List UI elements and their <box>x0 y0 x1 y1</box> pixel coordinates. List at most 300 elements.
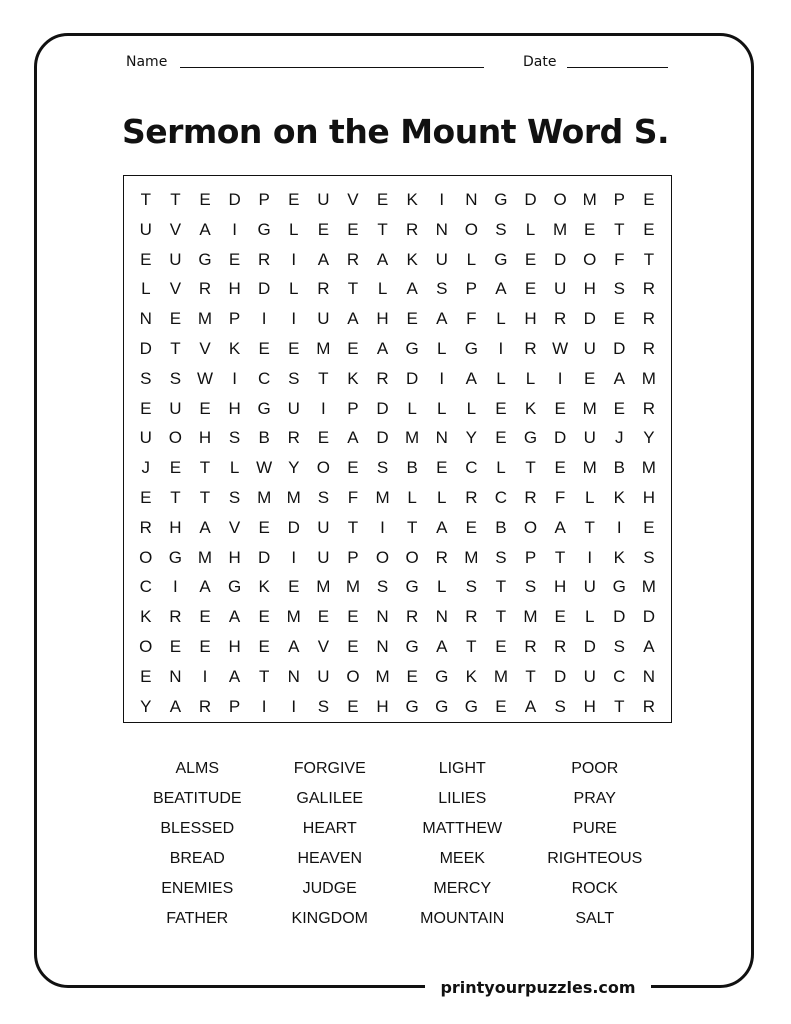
grid-cell: E <box>584 219 596 239</box>
grid-cell: E <box>347 696 359 716</box>
grid-cell: E <box>199 607 211 627</box>
grid-cell: A <box>613 368 625 388</box>
grid-cell: H <box>228 279 241 299</box>
grid-cell: L <box>289 219 299 239</box>
grid-cell: P <box>465 279 477 299</box>
grid-cell: U <box>583 338 596 358</box>
grid-cell: W <box>552 338 569 358</box>
grid-cell: S <box>228 428 241 448</box>
grid-cell: P <box>524 547 537 567</box>
grid-cell: E <box>258 607 270 627</box>
word-list-item: BEATITUDE <box>152 790 242 807</box>
grid-cell: D <box>258 547 271 567</box>
grid-cell: M <box>316 577 331 597</box>
grid-cell: G <box>198 249 212 269</box>
grid-cell: T <box>554 547 566 567</box>
grid-cell: D <box>553 249 567 269</box>
grid-cell: E <box>347 636 359 656</box>
grid-cell: J <box>141 458 151 478</box>
grid-cell: E <box>495 636 507 656</box>
grid-cell: A <box>376 338 389 358</box>
grid-cell: D <box>583 636 596 656</box>
grid-cell: E <box>347 607 359 627</box>
grid-cell: Y <box>288 458 300 478</box>
grid-cell: M <box>197 309 213 329</box>
grid-cell: A <box>199 517 211 537</box>
grid-cell: V <box>169 279 182 299</box>
word-list-item: MATTHEW <box>422 820 503 837</box>
grid-cell: F <box>466 309 477 329</box>
grid-cell: I <box>261 696 267 716</box>
grid-cell: A <box>199 577 211 597</box>
grid-cell: T <box>347 517 359 537</box>
grid-cell: N <box>376 636 389 656</box>
grid-cell: T <box>525 666 536 686</box>
grid-cell: L <box>437 577 447 597</box>
word-list-item: MOUNTAIN <box>420 910 505 927</box>
grid-cell: S <box>643 547 655 567</box>
grid-cell: S <box>495 219 507 239</box>
grid-cell: M <box>641 458 656 478</box>
grid-cell: L <box>584 487 595 507</box>
grid-cell: D <box>613 338 626 358</box>
grid-cell: K <box>613 487 625 507</box>
grid-cell: E <box>288 338 300 358</box>
grid-cell: S <box>140 368 152 388</box>
grid-cell: T <box>170 487 181 507</box>
grid-cell: F <box>554 487 566 507</box>
grid-cell: E <box>199 398 211 418</box>
grid-cell: E <box>406 666 418 686</box>
grid-cell: I <box>439 368 445 388</box>
grid-cell: K <box>406 249 418 269</box>
grid-cell: H <box>169 517 182 537</box>
grid-cell: I <box>498 338 504 358</box>
grid-cell: D <box>376 428 389 448</box>
grid-cell: R <box>435 547 448 567</box>
grid-cell: A <box>554 517 566 537</box>
grid-cell: T <box>466 636 477 656</box>
grid-cell: U <box>583 666 596 686</box>
grid-cell: E <box>643 190 655 209</box>
grid-cell: T <box>199 487 211 507</box>
grid-cell: A <box>347 428 359 448</box>
grid-cell: I <box>557 368 563 388</box>
grid-cell: N <box>435 607 448 627</box>
grid-cell: E <box>347 338 359 358</box>
grid-cell: E <box>169 458 182 478</box>
grid-cell: U <box>583 428 596 448</box>
grid-cell: O <box>139 636 153 656</box>
grid-cell: S <box>169 368 182 388</box>
grid-cell: I <box>291 309 297 329</box>
grid-cell: T <box>614 696 625 716</box>
grid-cell: H <box>642 487 656 507</box>
grid-cell: L <box>377 279 388 299</box>
grid-cell: N <box>435 219 448 239</box>
grid-cell: E <box>643 517 655 537</box>
grid-cell: E <box>288 190 300 209</box>
grid-cell: L <box>289 279 299 299</box>
grid-cell: R <box>406 219 419 239</box>
grid-cell: T <box>614 219 625 239</box>
grid-cell: E <box>495 398 507 418</box>
grid-cell: R <box>376 368 389 388</box>
grid-cell: E <box>524 279 537 299</box>
grid-cell: E <box>554 398 566 418</box>
word-list-item: HEAVEN <box>297 850 363 867</box>
grid-cell: M <box>641 368 656 388</box>
grid-cell: E <box>643 219 655 239</box>
grid-cell: M <box>375 666 390 686</box>
grid-cell: T <box>584 517 595 537</box>
grid-cell: R <box>553 309 567 329</box>
grid-cell: V <box>228 517 241 537</box>
grid-cell: U <box>317 666 330 686</box>
grid-cell: U <box>139 219 152 239</box>
grid-cell: I <box>439 190 445 209</box>
grid-cell: M <box>493 666 508 686</box>
grid-cell: A <box>436 517 448 537</box>
grid-cell: S <box>436 279 448 299</box>
letter-grid <box>131 185 661 721</box>
grid-cell: P <box>228 696 241 716</box>
grid-cell: E <box>258 636 270 656</box>
grid-cell: D <box>553 666 567 686</box>
grid-cell: U <box>583 577 596 597</box>
grid-cell: D <box>228 190 241 209</box>
grid-cell: T <box>495 577 507 597</box>
grid-cell: G <box>405 636 419 656</box>
grid-cell: E <box>317 428 330 448</box>
grid-cell: U <box>317 547 330 567</box>
grid-cell: K <box>465 666 477 686</box>
grid-cell: N <box>376 607 389 627</box>
grid-cell: E <box>495 696 507 716</box>
grid-cell: R <box>346 249 360 269</box>
grid-cell: E <box>140 398 152 418</box>
word-list-item: JUDGE <box>302 880 357 897</box>
grid-cell: S <box>317 696 330 716</box>
word-list-item: PRAY <box>573 790 616 807</box>
grid-cell: T <box>347 279 359 299</box>
grid-cell: N <box>169 666 182 686</box>
grid-cell: N <box>435 428 448 448</box>
grid-cell: C <box>258 368 271 388</box>
grid-cell: E <box>258 338 270 358</box>
grid-cell: U <box>553 279 567 299</box>
grid-cell: V <box>317 636 330 656</box>
grid-cell: M <box>197 547 213 567</box>
grid-cell: L <box>584 607 595 627</box>
grid-cell: P <box>613 190 625 209</box>
grid-cell: G <box>464 696 478 716</box>
grid-cell: M <box>582 190 597 209</box>
grid-cell: U <box>169 249 182 269</box>
grid-cell: J <box>615 428 624 448</box>
grid-cell: K <box>140 607 152 627</box>
grid-cell: L <box>466 398 477 418</box>
name-label: Name <box>126 54 168 70</box>
word-list-item: LIGHT <box>438 760 486 777</box>
grid-cell: U <box>435 249 448 269</box>
grid-cell: I <box>173 577 178 597</box>
grid-cell: F <box>614 249 625 269</box>
grid-cell: E <box>406 309 418 329</box>
grid-cell: V <box>169 219 182 239</box>
grid-cell: G <box>405 577 419 597</box>
grid-cell: D <box>287 517 300 537</box>
grid-cell: B <box>495 517 507 537</box>
grid-cell: D <box>642 607 656 627</box>
grid-cell: I <box>291 249 297 269</box>
grid-cell: B <box>406 458 418 478</box>
grid-cell: D <box>139 338 152 358</box>
grid-cell: E <box>228 249 241 269</box>
grid-cell: M <box>405 428 420 448</box>
word-list-item: ALMS <box>175 760 220 777</box>
grid-cell: R <box>642 309 656 329</box>
grid-cell: D <box>376 398 389 418</box>
grid-cell: Y <box>140 696 152 716</box>
grid-cell: R <box>406 607 419 627</box>
grid-cell: H <box>524 309 537 329</box>
grid-cell: T <box>199 458 211 478</box>
grid-cell: R <box>642 696 656 716</box>
grid-cell: O <box>346 666 360 686</box>
grid-cell: T <box>318 368 329 388</box>
grid-cell: Y <box>643 428 655 448</box>
word-list-item: HEART <box>302 820 357 837</box>
grid-cell: O <box>523 517 538 537</box>
grid-cell: K <box>524 398 537 418</box>
grid-cell: G <box>227 577 242 597</box>
grid-cell: E <box>613 309 625 329</box>
grid-cell: L <box>141 279 151 299</box>
grid-cell: A <box>643 636 655 656</box>
grid-cell: A <box>288 636 300 656</box>
grid-cell: O <box>405 547 419 567</box>
grid-cell: E <box>317 607 330 627</box>
grid-cell: E <box>288 577 300 597</box>
grid-cell: I <box>261 309 267 329</box>
footer-website: printyourpuzzles.com <box>440 978 636 997</box>
grid-cell: L <box>525 368 536 388</box>
grid-cell: A <box>169 696 182 716</box>
grid-cell: H <box>228 636 241 656</box>
grid-cell: N <box>139 309 152 329</box>
grid-cell: H <box>583 696 596 716</box>
grid-cell: A <box>376 249 389 269</box>
grid-cell: I <box>320 398 326 418</box>
date-line <box>567 67 668 68</box>
grid-cell: M <box>464 547 479 567</box>
grid-cell: P <box>228 309 241 329</box>
grid-cell: S <box>376 577 389 597</box>
grid-cell: G <box>523 428 538 448</box>
grid-cell: A <box>495 279 507 299</box>
grid-cell: M <box>345 577 361 597</box>
grid-cell: A <box>199 219 211 239</box>
grid-cell: G <box>405 696 419 716</box>
grid-cell: M <box>582 458 597 478</box>
grid-cell: N <box>465 190 478 209</box>
grid-cell: M <box>257 487 272 507</box>
grid-cell: H <box>583 279 596 299</box>
grid-cell: E <box>317 219 330 239</box>
grid-cell: R <box>317 279 330 299</box>
grid-cell: I <box>232 368 237 388</box>
grid-cell: R <box>553 636 567 656</box>
word-list-item: FORGIVE <box>293 760 366 777</box>
grid-cell: U <box>287 398 300 418</box>
grid-cell: W <box>256 458 273 478</box>
grid-cell: S <box>317 487 330 507</box>
grid-cell: L <box>437 338 447 358</box>
grid-cell: R <box>524 636 537 656</box>
grid-cell: O <box>139 547 153 567</box>
grid-cell: V <box>199 338 211 358</box>
grid-cell: D <box>553 428 567 448</box>
grid-cell: M <box>641 577 656 597</box>
grid-cell: U <box>317 190 330 209</box>
puzzle-title: Sermon on the Mount Word S. <box>121 112 670 151</box>
grid-cell: G <box>435 666 449 686</box>
grid-cell: H <box>228 547 241 567</box>
grid-cell: I <box>616 517 622 537</box>
grid-cell: R <box>642 398 656 418</box>
grid-cell: T <box>406 517 418 537</box>
grid-cell: S <box>495 547 507 567</box>
word-list-item: ROCK <box>571 880 618 897</box>
grid-cell: H <box>376 309 389 329</box>
grid-cell: G <box>405 338 419 358</box>
grid-cell: A <box>228 607 241 627</box>
grid-cell: W <box>196 368 213 388</box>
word-list-item: GALILEE <box>296 790 364 807</box>
grid-cell: T <box>495 607 507 627</box>
word-list-item: FATHER <box>166 910 229 927</box>
grid-cell: D <box>583 309 596 329</box>
grid-cell: T <box>377 219 388 239</box>
grid-cell: E <box>347 219 359 239</box>
word-list-item: ENEMIES <box>161 880 234 897</box>
grid-cell: M <box>316 338 331 358</box>
grid-cell: N <box>287 666 300 686</box>
grid-cell: D <box>613 607 626 627</box>
grid-cell: M <box>523 607 538 627</box>
grid-cell: E <box>613 398 625 418</box>
grid-cell: U <box>317 309 330 329</box>
grid-cell: A <box>228 666 241 686</box>
grid-cell: I <box>291 547 297 567</box>
grid-cell: E <box>140 249 152 269</box>
grid-cell: V <box>347 190 359 209</box>
grid-cell: T <box>525 458 536 478</box>
grid-cell: R <box>642 338 656 358</box>
grid-cell: E <box>347 458 359 478</box>
grid-cell: R <box>287 428 300 448</box>
grid-cell: R <box>198 279 212 299</box>
grid-cell: R <box>139 517 152 537</box>
grid-cell: S <box>554 696 566 716</box>
grid-cell: C <box>465 458 478 478</box>
grid-cell: N <box>642 666 656 686</box>
grid-cell: A <box>347 309 359 329</box>
grid-cell: A <box>524 696 537 716</box>
word-list-item: BLESSED <box>160 820 235 837</box>
grid-cell: M <box>582 398 597 418</box>
word-list <box>131 757 661 937</box>
grid-cell: G <box>464 338 478 358</box>
grid-cell: C <box>613 666 626 686</box>
grid-cell: A <box>436 309 448 329</box>
grid-cell: P <box>347 547 359 567</box>
grid-cell: K <box>347 368 359 388</box>
grid-cell: S <box>465 577 477 597</box>
grid-cell: S <box>288 368 300 388</box>
grid-cell: R <box>169 607 182 627</box>
grid-cell: O <box>375 547 390 567</box>
grid-cell: H <box>553 577 567 597</box>
word-list-item: KINGDOM <box>291 910 368 927</box>
grid-cell: L <box>437 487 447 507</box>
grid-cell: S <box>376 458 389 478</box>
grid-cell: G <box>257 398 271 418</box>
grid-cell: R <box>465 487 478 507</box>
grid-cell: L <box>525 219 536 239</box>
grid-cell: S <box>524 577 537 597</box>
grid-cell: K <box>613 547 625 567</box>
grid-cell: O <box>464 219 478 239</box>
grid-cell: M <box>286 607 301 627</box>
word-list-item: PURE <box>572 820 617 837</box>
grid-cell: A <box>406 279 418 299</box>
grid-cell: O <box>316 458 330 478</box>
grid-cell: T <box>258 666 270 686</box>
word-list-item: RIGHTEOUS <box>547 850 643 867</box>
grid-cell: S <box>613 636 625 656</box>
grid-cell: A <box>436 636 448 656</box>
grid-cell: M <box>553 219 568 239</box>
word-list-item: POOR <box>571 760 619 777</box>
grid-cell: O <box>553 190 567 209</box>
grid-cell: Y <box>465 428 477 448</box>
grid-cell: G <box>168 547 182 567</box>
grid-cell: U <box>317 517 330 537</box>
grid-cell: E <box>169 309 182 329</box>
grid-cell: T <box>170 190 181 209</box>
grid-cell: R <box>258 249 271 269</box>
grid-cell: I <box>291 696 297 716</box>
grid-cell: T <box>170 338 181 358</box>
grid-cell: O <box>168 428 182 448</box>
grid-cell: M <box>375 487 390 507</box>
grid-cell: T <box>643 249 655 269</box>
grid-cell: I <box>587 547 593 567</box>
grid-cell: K <box>258 577 270 597</box>
grid-cell: B <box>613 458 625 478</box>
grid-cell: E <box>258 517 270 537</box>
grid-cell: P <box>347 398 359 418</box>
word-list-item: SALT <box>575 910 615 927</box>
name-line <box>180 67 484 68</box>
grid-cell: E <box>199 636 211 656</box>
grid-cell: S <box>228 487 241 507</box>
grid-cell: C <box>139 577 152 597</box>
grid-cell: E <box>199 190 211 209</box>
grid-cell: T <box>140 190 151 209</box>
